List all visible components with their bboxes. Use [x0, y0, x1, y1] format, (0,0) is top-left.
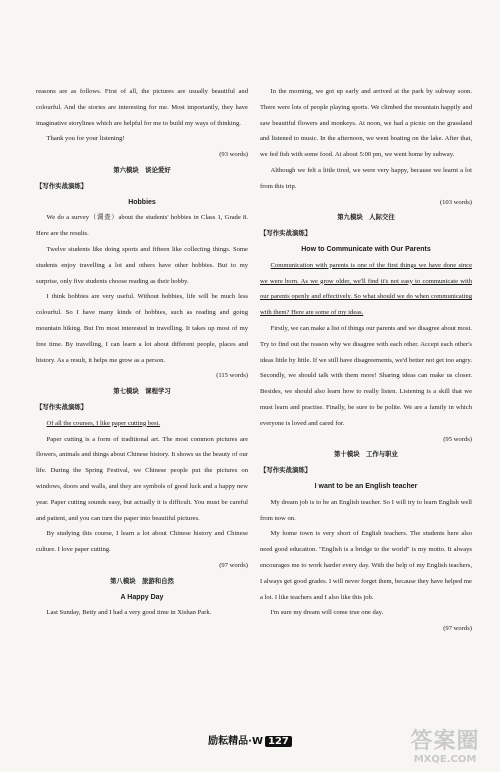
paragraph: My home town is very short of English teachers. The students here also need good education. "English is a bridge to the world" is my motto. It always encourages me to work harder every day. With the help of my English teachers, I always get good grades. I will never forget them, because they have helped me a lot. I like teachers and I also like this job.: [260, 530, 472, 601]
page-number: 127: [265, 736, 292, 747]
section-tag: 【写作实战演练】: [36, 402, 88, 411]
section-tag: 【写作实战演练】: [36, 181, 88, 190]
essay-title: How to Communicate with Our Parents: [301, 245, 431, 253]
watermark-logo: [396, 730, 494, 768]
watermark-line: MXQE.COM: [413, 754, 477, 765]
paragraph: I think hobbies are very useful. Without hobbies, life will be much less colourful. So I have many kinds of hobbies, such as reading and going mountain hiking. But I'm most interested in travelling. It takes up most of my free time. By travelling, I can learn a lot about different people, places and history. As a result, it helps me grow as a person.: [36, 293, 248, 364]
module-heading: 第七模块 课程学习: [113, 387, 171, 396]
paragraph: Paper cutting is a form of traditional art. The most common pictures are flowers, animals and things about Chinese history. It shows us the beauty of our life. During the Spring Festival, we Chinese people put the pictures on windows, doors and walls, and they are symbols of good luck and a happy new year. Paper cutting sounds easy, but actually it is difficult. You must be careful and patient, and you can turn the paper into beautiful pictures.: [36, 435, 248, 522]
module-heading: 第六模块 谈论爱好: [113, 165, 171, 174]
paragraph: We do a survey（调查）about the students' hobbies in Class 1, Grade 8. Here are the results.: [36, 214, 248, 238]
left-column: [36, 84, 248, 621]
right-column: [260, 84, 472, 637]
paragraph: Thank you for your listening!: [46, 135, 125, 143]
paragraph: My dream job is to be an English teacher. So I will try to learn English well from now on.: [260, 498, 472, 522]
word-count: (115 words): [216, 372, 248, 380]
footer-brand: 励耘精品·W: [208, 736, 263, 747]
paragraph: I'm sure my dream will come true one day.: [270, 609, 384, 617]
module-heading: 第九模块 人际交往: [337, 213, 395, 222]
paragraph: Although we felt a little tired, we were very happy, because we learnt a lot from this trip.: [260, 166, 472, 190]
paragraph: Twelve students like doing sports and fifteen like collecting things. Some students enjoy travelling a lot and others have other hobbies. But to my surprise, only five students choose reading as their hobby.: [36, 245, 248, 285]
section-tag: 【写作实战演练】: [260, 229, 312, 238]
module-heading: 第八模块 旅游和自然: [110, 576, 174, 585]
essay-title: Hobbies: [128, 198, 156, 206]
word-count: (97 words): [219, 561, 248, 569]
paragraph: reasons are as follows. First of all, the pictures are usually beautiful and colourful. And the stories are interesting for me. Most importantly, they have imaginative storylines which are helpful for me to build my ways of thinking.: [36, 88, 248, 127]
paragraph: In the morning, we got up early and arrived at the park by subway soon. There were lots of people playing sports. We climbed the mountain happily and saw beautiful flowers and monkeys. At noon, we had a picnic on the grassland and listened to music. In the afternoon, we went boating on the lake. After that, we fed fish with some food. At about 5:00 pm, we went home by subway.: [260, 88, 472, 159]
essay-title: I want to be an English teacher: [314, 482, 418, 490]
word-count: (95 words): [443, 435, 472, 443]
word-count: (97 words): [443, 625, 472, 633]
paragraph: Last Sunday, Betty and I had a very good time in Xishan Park.: [46, 609, 212, 617]
word-count: (103 words): [439, 198, 472, 206]
module-heading: 第十模块 工作与职业: [334, 450, 398, 459]
watermark-line: 答案圈: [410, 729, 480, 754]
essay-title: A Happy Day: [120, 593, 164, 601]
paragraph: Firstly, we can make a list of things our parents and we disagree about most. Try to find out the reason why we disagree with each other. Accept each other's ideas little by little. If we still have disagreements, we'd better not get too angry. Secondly, we should talk with them more! Sharing ideas can make us closer. Besides, we should also learn how to really listen. Listening is a skill that we must learn and practise. Finally, be sure to be polite. We are a family in which everyone is loved and cared for.: [260, 324, 472, 427]
paragraph: By studying this course, I learn a lot about Chinese history and Chinese culture. I love paper cutting.: [36, 530, 248, 554]
paragraph: Communication with parents is one of the first things we have done since we were born. As we grow older, we'll find it's not easy to communicate with our parents openly and effectively. So what should we do when communicating with them? Here are some of my ideas.: [260, 261, 472, 317]
paragraph: Of all the courses, I like paper cutting best.: [46, 419, 161, 427]
word-count: (93 words): [219, 151, 248, 159]
section-tag: 【写作实战演练】: [260, 466, 312, 475]
